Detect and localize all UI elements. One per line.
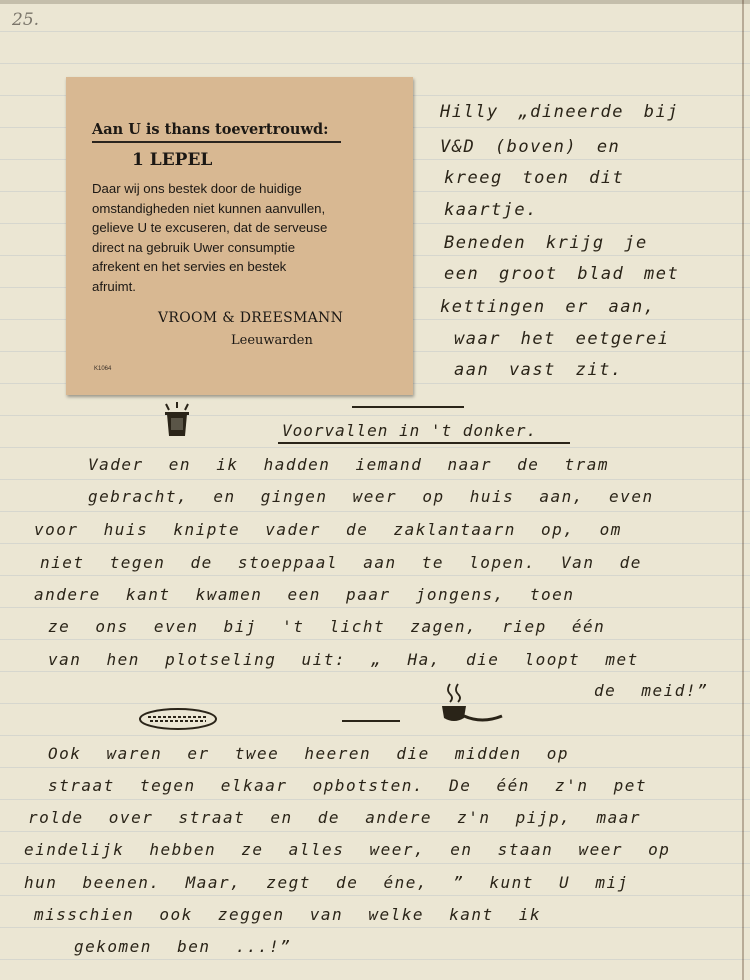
- card-code: K1064: [94, 366, 112, 372]
- card-body-line: gelieve U te excuseren, dat de serveuse: [92, 220, 328, 235]
- card-body-line: direct na gebruik Uwer consumptie: [92, 239, 296, 255]
- side-note-line: aan vast zit.: [454, 360, 623, 380]
- tray-doodle-icon: [138, 705, 218, 733]
- story-line: de meid!”: [594, 681, 709, 700]
- side-note-line: een groot blad met: [444, 264, 680, 284]
- story-line: andere kant kwamen een paar jongens, toen: [34, 585, 575, 604]
- pasted-card: [66, 77, 413, 395]
- card-body-line: Daar wij ons bestek door de huidige: [92, 181, 302, 196]
- side-note-line: waar het eetgerei: [454, 329, 670, 349]
- story-title-underline: [278, 442, 570, 444]
- story-line: misschien ook zeggen van welke kant ik: [34, 905, 542, 924]
- lantern-doodle-icon: [160, 402, 194, 442]
- story-line: niet tegen de stoeppaal aan te lopen. Van de: [40, 553, 642, 572]
- page-number: 25.: [12, 10, 40, 30]
- story-line: eindelijk hebben ze alles weer, en staan weer op: [24, 840, 671, 859]
- divider-line: [342, 720, 400, 722]
- side-note-line: kettingen er aan,: [440, 297, 656, 317]
- divider-line: [352, 406, 464, 408]
- card-body-line: afruimt.: [92, 278, 136, 294]
- card-company: VROOM & DREESMANN: [158, 310, 344, 326]
- side-note-line: kreeg toen dit: [444, 168, 625, 188]
- side-note-line: V&D (boven) en: [440, 137, 621, 157]
- card-heading-rule: [92, 141, 341, 143]
- story-line: Vader en ik hadden iemand naar de tram: [88, 455, 610, 474]
- card-city: Leeuwarden: [231, 333, 313, 348]
- story-line: gekomen ben ...!”: [74, 937, 292, 956]
- side-note-line: Beneden krijg je: [444, 233, 648, 253]
- card-heading: Aan U is thans toevertrouwd:: [92, 121, 329, 138]
- story-line: straat tegen elkaar opbotsten. De één z'n pet: [48, 776, 647, 795]
- story-line: ze ons even bij 't licht zagen, riep één: [48, 617, 606, 636]
- page-top-edge: [0, 0, 750, 4]
- story-line: gebracht, en gingen weer op huis aan, even: [88, 487, 654, 506]
- story-line: hun beenen. Maar, zegt de éne, ” kunt U mij: [24, 873, 629, 892]
- card-body: [92, 179, 392, 296]
- side-note-line: kaartje.: [444, 200, 538, 220]
- right-margin-line: [742, 0, 744, 980]
- card-body-line: omstandigheden niet kunnen aanvullen,: [92, 200, 326, 216]
- card-item: 1 LEPEL: [132, 150, 213, 170]
- card-body-line: afrekent en het servies en bestek: [92, 259, 287, 274]
- story-line: van hen plotseling uit: „ Ha, die loopt met: [48, 650, 639, 669]
- story-line: Ook waren er twee heeren die midden op: [48, 744, 570, 763]
- pipe-doodle-icon: [438, 682, 506, 728]
- story-line: voor huis knipte vader de zaklantaarn op, om: [34, 520, 622, 539]
- story-title: Voorvallen in 't donker.: [282, 421, 538, 440]
- side-note-line: Hilly „dineerde bij: [440, 102, 679, 122]
- story-line: rolde over straat en de andere z'n pijp, maar: [28, 808, 641, 827]
